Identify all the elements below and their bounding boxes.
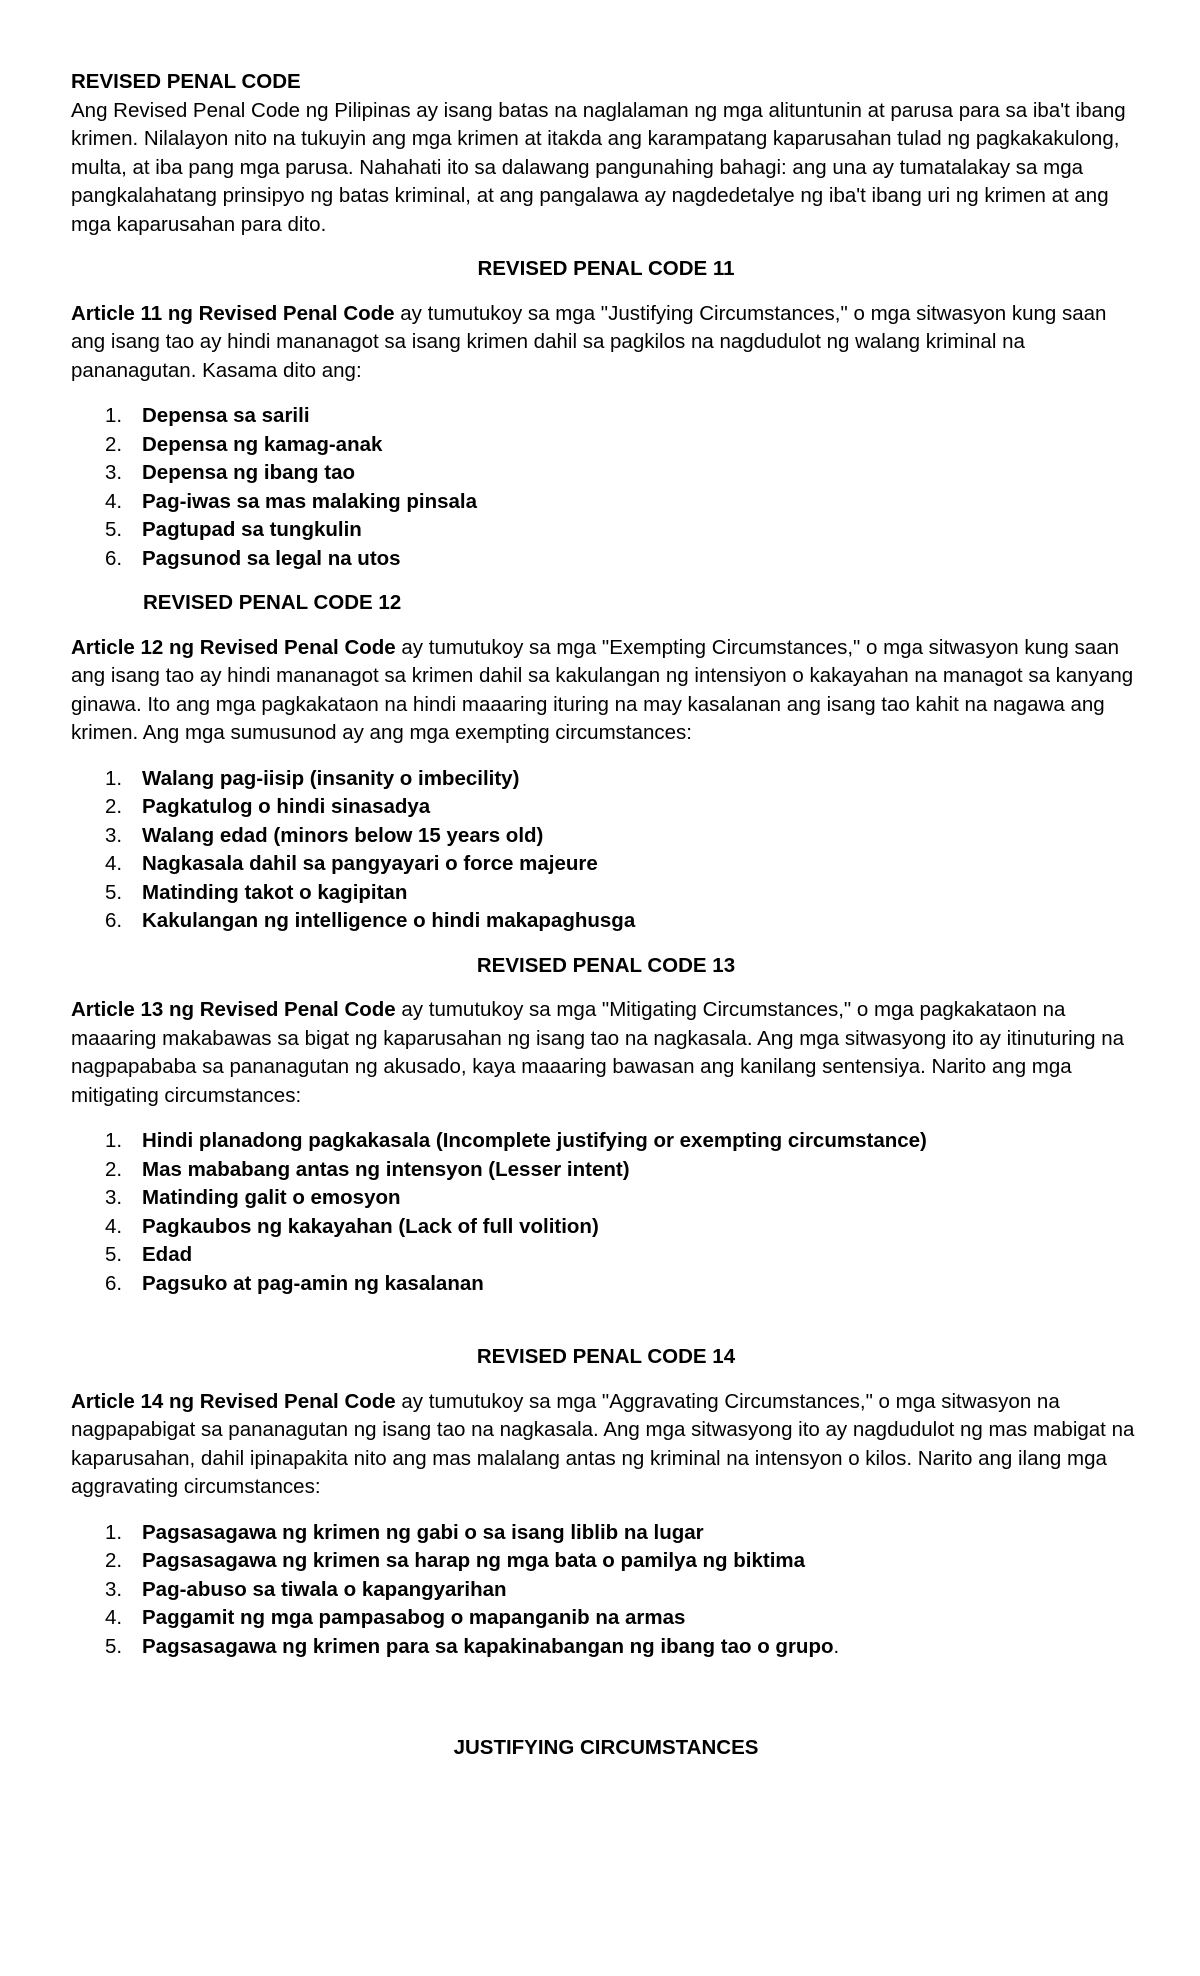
list-text: Pagkatulog o hindi sinasadya xyxy=(142,795,431,818)
list-text: Hindi planadong pagkakasala (Incomplete justifying or exempting circumstance) xyxy=(142,1129,927,1152)
intro-paragraph: Ang Revised Penal Code ng Pilipinas ay isang batas na naglalaman ng mga alituntunin at parusa para sa iba't ibang krimen. Nilalayon nito na tukuyin ang mga krimen at itakda ang karampatang kaparusahan tulad ng pagkakakulong, multa, at iba pang mga parusa. Nahahati ito sa dalawang pangunahing bahagi: ang una ay tumatalakay sa mga pangkalahatang prinsipyo ng batas kriminal, at ang pangalawa ay nagdedetalye ng iba't ibang uri ng krimen at ang mga kaparusahan para dito. xyxy=(71,98,1126,236)
document-page xyxy=(71,68,1141,1763)
article-lead: Article 11 ng Revised Penal Code xyxy=(71,301,395,325)
list-item xyxy=(71,1241,1141,1270)
list-number: 3. xyxy=(105,1186,123,1209)
list-number: 1. xyxy=(105,1129,123,1152)
list-number: 2. xyxy=(105,1157,123,1181)
list-text: Pagtupad sa tungkulin xyxy=(142,518,362,541)
list-text: Walang edad (minors below 15 years old) xyxy=(142,823,544,847)
section-paragraph-12 xyxy=(71,634,1141,748)
list-item xyxy=(71,431,1141,460)
article-lead: Article 13 ng Revised Penal Code xyxy=(71,998,396,1021)
article-body: ay tumutukoy sa mga "Justifying Circumstances," o mga sitwasyon kung saan ang isang tao ay hindi mananagot sa isang krimen dahil sa pagkilos na nagdudulot ng walang kriminal na pananagutan. Kasama dito ang: xyxy=(71,301,1107,382)
list-text: Edad xyxy=(142,1243,193,1266)
list-number: 6. xyxy=(105,1271,123,1295)
list-text: Nagkasala dahil sa pangyayari o force majeure xyxy=(142,852,598,875)
list-item xyxy=(71,459,1141,488)
list-item xyxy=(71,1547,1141,1576)
list-text: Walang pag-iisip (insanity o imbecility) xyxy=(142,766,520,790)
section-paragraph-14 xyxy=(71,1388,1141,1502)
list-item xyxy=(71,822,1141,851)
list-text: Pagkaubos ng kakayahan (Lack of full volition) xyxy=(142,1214,599,1238)
list-number: 6. xyxy=(105,546,123,570)
list-number: 3. xyxy=(105,823,123,847)
list-item xyxy=(71,1633,1141,1662)
section-heading-12: REVISED PENAL CODE 12 xyxy=(143,591,402,614)
list-number: 1. xyxy=(105,404,123,427)
list-item xyxy=(71,1127,1141,1156)
list-suffix: . xyxy=(833,1634,840,1658)
list-item xyxy=(71,765,1141,794)
section-paragraph-13 xyxy=(71,996,1141,1110)
list-text: Mas mababang antas ng intensyon (Lesser intent) xyxy=(142,1157,630,1181)
list-item xyxy=(71,1156,1141,1185)
list-text: Pagsunod sa legal na utos xyxy=(142,546,401,570)
article-lead: Article 14 ng Revised Penal Code xyxy=(71,1389,396,1413)
list-text: Depensa ng ibang tao xyxy=(142,461,355,484)
list-number: 4. xyxy=(105,1214,123,1238)
list-text: Matinding takot o kagipitan xyxy=(142,880,408,904)
article-lead: Article 12 ng Revised Penal Code xyxy=(71,635,396,659)
list-12 xyxy=(71,765,1141,936)
list-item xyxy=(71,402,1141,431)
list-11 xyxy=(71,402,1141,573)
article-body: ay tumutukoy sa mga "Aggravating Circumstances," o mga sitwasyon na nagpapabigat sa pananagutan ng isang tao na nagkasala. Ang mga sitwasyong ito ay nagdudulot ng mas mabigat na kaparusahan, dahil ipinapakita nito ang mas malalang antas ng kriminal na intensyon o kilos. Narito ang ilang mga aggravating circumstances: xyxy=(71,1389,1135,1498)
list-item xyxy=(71,1576,1141,1605)
list-number: 5. xyxy=(105,1634,123,1658)
list-14 xyxy=(71,1519,1141,1662)
article-body: ay tumutukoy sa mga "Mitigating Circumstances," o mga pagkakataon na maaaring makabawas sa bigat ng kaparusahan ng isang tao na nagkasala. Ang mga sitwasyong ito ay itinuturing na nagpapababa sa pananagutan ng akusado, kaya maaaring bawasan ang kanilang sentensiya. Narito ang mga mitigating circumstances: xyxy=(71,998,1125,1107)
list-number: 4. xyxy=(105,489,123,513)
list-number: 4. xyxy=(105,1606,123,1629)
list-number: 3. xyxy=(105,1577,123,1601)
section-heading-13: REVISED PENAL CODE 13 xyxy=(476,953,736,977)
article-body: ay tumutukoy sa mga "Exempting Circumstances," o mga sitwasyon kung saan ang isang tao ay hindi mananagot sa krimen dahil sa kakulangan ng intensiyon o kakayahan na managot sa kanyang ginawa. Ito ang mga pagkakataon na hindi maaaring ituring na may kasalanan ang isang tao kahit na nagawa ang krimen. Ang mga sumusunod ay ang mga exempting circumstances: xyxy=(71,635,1134,744)
list-text: Depensa ng kamag-anak xyxy=(142,432,383,456)
list-number: 3. xyxy=(105,461,123,484)
list-item xyxy=(71,1604,1141,1633)
list-number: 4. xyxy=(105,852,123,875)
list-item xyxy=(71,793,1141,822)
list-text: Matinding galit o emosyon xyxy=(142,1186,401,1209)
list-item xyxy=(71,879,1141,908)
list-item xyxy=(71,1213,1141,1242)
list-item xyxy=(71,545,1141,574)
list-item xyxy=(71,1519,1141,1548)
list-text: Paggamit ng mga pampasabog o mapanganib na armas xyxy=(142,1606,686,1629)
document-title: REVISED PENAL CODE xyxy=(71,70,301,93)
list-item xyxy=(71,1270,1141,1299)
section-heading-14: REVISED PENAL CODE 14 xyxy=(476,1345,736,1368)
list-text: Pagsasagawa ng krimen sa harap ng mga bata o pamilya ng biktima xyxy=(142,1549,806,1572)
list-item xyxy=(71,488,1141,517)
list-number: 5. xyxy=(105,880,123,904)
list-number: 2. xyxy=(105,1549,123,1572)
list-text: Pag-iwas sa mas malaking pinsala xyxy=(142,489,477,513)
list-number: 2. xyxy=(105,795,123,818)
list-number: 5. xyxy=(105,518,123,541)
list-number: 1. xyxy=(105,1520,123,1544)
closing-heading: JUSTIFYING CIRCUMSTANCES xyxy=(453,1736,759,1759)
list-item xyxy=(71,850,1141,879)
list-number: 6. xyxy=(105,909,123,932)
list-text: Pagsasagawa ng krimen ng gabi o sa isang liblib na lugar xyxy=(142,1520,704,1544)
list-13 xyxy=(71,1127,1141,1298)
section-heading-11: REVISED PENAL CODE 11 xyxy=(477,257,735,280)
list-text: Pagsuko at pag-amin ng kasalanan xyxy=(142,1271,484,1295)
list-number: 5. xyxy=(105,1243,123,1266)
list-number: 2. xyxy=(105,432,123,456)
list-item xyxy=(71,516,1141,545)
list-item xyxy=(71,907,1141,936)
list-item xyxy=(71,1184,1141,1213)
list-text: Pagsasagawa ng krimen para sa kapakinabangan ng ibang tao o grupo xyxy=(142,1634,834,1658)
list-number: 1. xyxy=(105,766,123,790)
section-paragraph-11 xyxy=(71,300,1141,386)
list-text: Pag-abuso sa tiwala o kapangyarihan xyxy=(142,1577,507,1601)
list-text: Kakulangan ng intelligence o hindi makapaghusga xyxy=(142,909,636,932)
list-text: Depensa sa sarili xyxy=(142,404,310,427)
